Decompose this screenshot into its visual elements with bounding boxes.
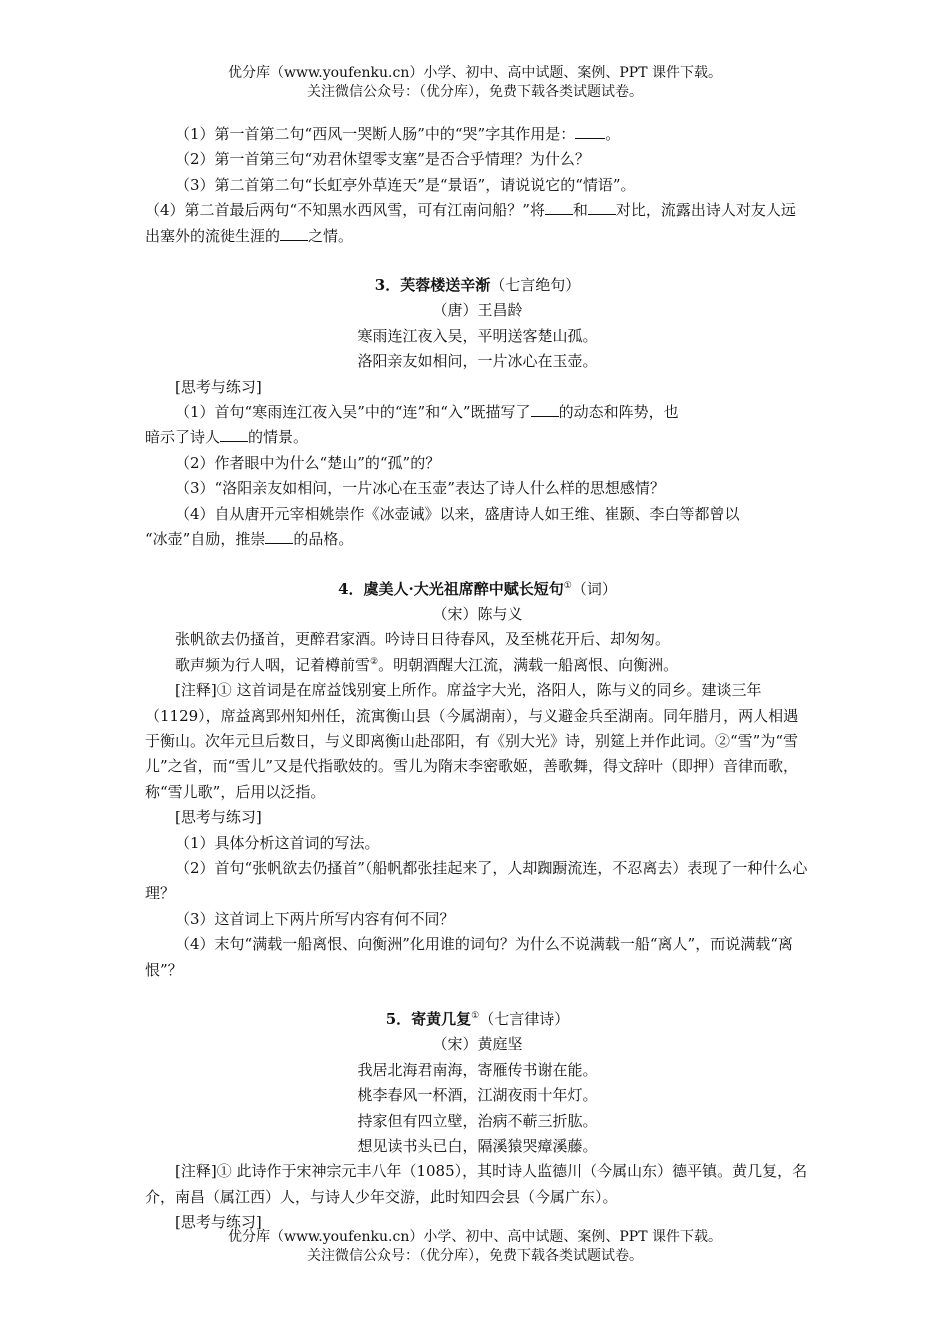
answer-blank[interactable]	[588, 199, 616, 215]
footer-line-2: 关注微信公众号：（优分库），免费下载各类试题试卷。	[307, 1248, 643, 1264]
answer-blank[interactable]	[280, 225, 308, 241]
section-2-exercises	[145, 122, 810, 249]
poem-author: （宋）黄庭坚	[432, 1035, 523, 1054]
answer-blank[interactable]	[220, 426, 248, 442]
footer-line-1: 优分库（www.youfenku.cn）小学、初中、高中试题、案例、PPT 课件下载。	[227, 1229, 722, 1245]
question: （3）第二首第二句“长虹亭外草连天”是“景语”，请说说它的“情语”。	[175, 175, 636, 194]
poem-line: 持家但有四立壁，治病不蕲三折肱。	[357, 1111, 598, 1130]
exercise-heading: [思考与练习]	[175, 808, 262, 827]
annotation: [注释]① 此诗作于宋神宗元丰八年（1085），其时诗人监德川（今属山东）德平镇。黄几复，名介，南昌（属江西）人，与诗人少年交游，此时知四会县（今属广东）。	[145, 1162, 808, 1206]
question: （2）作者眼中为什么“楚山”的“孤”的？	[175, 453, 441, 472]
answer-blank[interactable]	[265, 528, 293, 544]
poem-line: 我居北海君南海，寄雁传书谢在能。	[357, 1060, 598, 1079]
header-line-1: 优分库（www.youfenku.cn）小学、初中、高中试题、案例、PPT 课件下载。	[227, 65, 722, 81]
poem-title: 4．虞美人·大光祖席醉中赋长短句①（词）	[338, 579, 617, 598]
poem-line: 洛阳亲友如相问，一片冰心在玉壶。	[357, 352, 598, 371]
header-line-2: 关注微信公众号：（优分库），免费下载各类试题试卷。	[307, 84, 643, 100]
section-4	[145, 577, 810, 984]
question: （4）末句“满载一船离恨、向衡洲”化用谁的词句？为什么不说满载一船“离人”，而说满载“离恨”？	[145, 935, 793, 979]
question: （1）首句“寒雨连江夜入吴”中的“连”和“入”既描写了 的动态和阵势，也	[175, 403, 679, 422]
answer-blank[interactable]	[575, 123, 605, 139]
exercise-heading: [思考与练习]	[175, 1213, 262, 1232]
question-cont: “冰壶”自励，推崇 的品格。	[145, 530, 354, 549]
answer-blank[interactable]	[545, 199, 573, 215]
section-3	[145, 273, 810, 552]
poem-line: 歌声频为行人咽，记着樽前雪②。明朝酒醒大江流，满载一船离恨、向衡洲。	[175, 655, 679, 674]
poem-line: 寒雨连江夜入吴，平明送客楚山孤。	[357, 326, 598, 345]
poem-title: 5．寄黄几复①（七言律诗）	[385, 1010, 570, 1028]
annotation: [注释]① 这首词是在席益饯别宴上所作。席益字大光，洛阳人，陈与义的同乡。建谈三年（1129），席益离郢州知州任，流寓衡山县（今属湖南），与义避金兵至湖南。同年腊月，两人相遇于衡山。次年元旦后数日，与义即离衡山赴邵阳，有《别大光》诗，别筵上并作此词。②“雪”为“雪儿”之省，而“雪儿”又是代指歌妓的。雪儿为隋末李密歌姬，善歌舞，得文辞叶（即押）音律而歌，称“雪儿歌”，后用以泛指。	[145, 681, 799, 801]
exercise-heading: [思考与练习]	[175, 377, 262, 396]
question: （4）第二首最后两句“不知黑水西风雪，可有江南问船？”将 和 对比，流露出诗人对友人远出塞外的流徙生涯的 之情。	[145, 201, 796, 245]
document-body	[145, 122, 810, 1236]
poem-line: 想见读书头已白，隔溪猿哭瘴溪藤。	[357, 1137, 598, 1156]
question: （1）具体分析这首词的写法。	[175, 833, 380, 852]
question: （2）第一首第三句“劝君休望零支塞”是否合乎情理？为什么？	[175, 150, 590, 169]
page-header	[0, 64, 950, 102]
question: （1）第一首第二句“西风一哭断人肠”中的“哭”字其作用是： 。	[175, 125, 621, 143]
question: （3）这首词上下两片所写内容有何不同？	[175, 909, 455, 928]
question: （4）自从唐开元宰相姚崇作《冰壶诫》以来，盛唐诗人如王维、崔颢、李白等都曾以	[175, 504, 740, 523]
page-footer	[0, 1228, 950, 1266]
question-cont: 暗示了诗人 的情景。	[145, 428, 309, 447]
poem-line: 张帆欲去仍搔首，更醉君家酒。吟诗日日待春风，及至桃花开后、却匆匆。	[175, 630, 671, 649]
question: （3）“洛阳亲友如相问，一片冰心在玉壶”表达了诗人什么样的思想感情？	[175, 479, 665, 498]
poem-author: （宋）陈与义	[432, 604, 523, 623]
poem-author: （唐）王昌龄	[432, 301, 523, 320]
poem-title: 3．芙蓉楼送辛渐（七言绝句）	[374, 276, 581, 295]
question: （2）首句“张帆欲去仍搔首”（船帆都张挂起来了，人却踟蹰流连，不忍离去）表现了一种什么心理？	[145, 858, 808, 903]
poem-line: 桃李春风一杯酒，江湖夜雨十年灯。	[357, 1086, 598, 1105]
section-5	[145, 1007, 810, 1236]
answer-blank[interactable]	[531, 401, 559, 417]
